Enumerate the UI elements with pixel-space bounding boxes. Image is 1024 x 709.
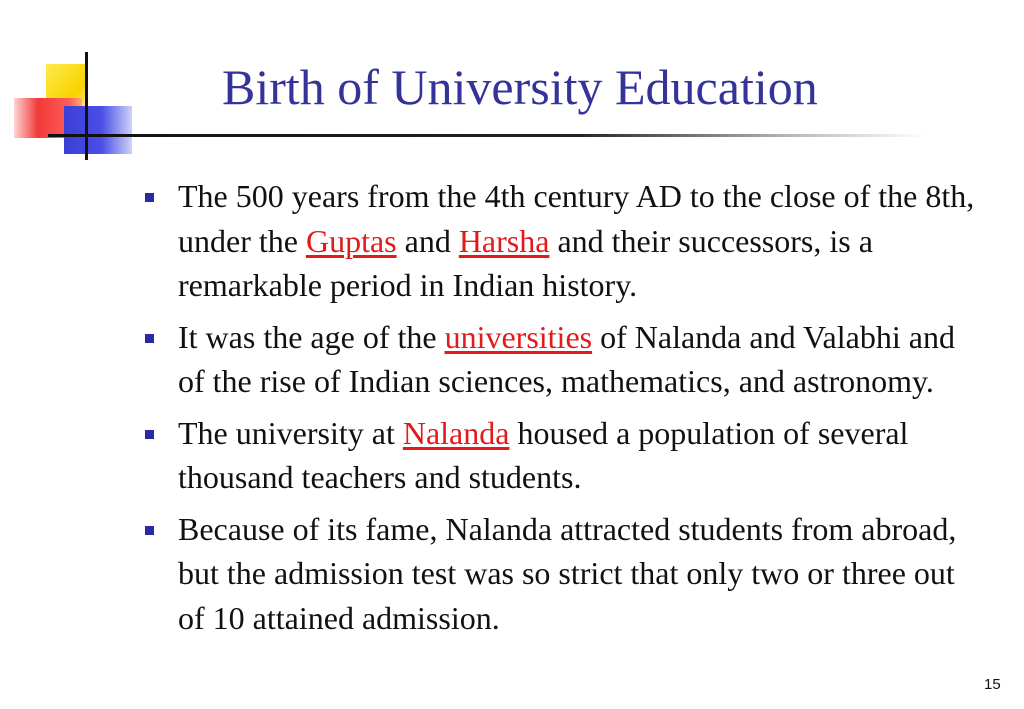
bullet-text: Because of its fame, Nalanda attracted students from abroad, but the admission test was so strict that only two or three out of 10 attained admission.: [178, 510, 957, 636]
logo-blue-square: [64, 106, 132, 154]
square-bullet-icon: [145, 193, 154, 202]
logo-vertical-line: [85, 52, 88, 160]
bullet-text: The university at Nalanda housed a population of several thousand teachers and students.: [178, 414, 909, 495]
guptas-link[interactable]: Guptas: [305, 222, 397, 259]
slide-title: Birth of University Education: [222, 59, 818, 115]
bullet-list: [145, 174, 985, 647]
bullet-item: [145, 174, 985, 308]
bullet-item: [145, 411, 985, 500]
bullet-text: The 500 years from the 4th century AD to the close of the 8th, under the Guptas and Harsha and their successors, is a remarkable period in Indian history.: [178, 178, 975, 303]
square-bullet-icon: [145, 334, 154, 343]
harsha-link[interactable]: Harsha: [458, 222, 550, 259]
nalanda-link[interactable]: Nalanda: [402, 414, 510, 451]
universities-link[interactable]: universities: [444, 318, 593, 355]
bullet-item: [145, 315, 985, 404]
square-bullet-icon: [145, 430, 154, 439]
page-number: 15: [984, 676, 1001, 693]
bullet-text: It was the age of the universities of Nalanda and Valabhi and of the rise of Indian sciences, mathematics, and astronomy.: [178, 318, 955, 399]
square-bullet-icon: [145, 526, 154, 535]
title-underline-divider: [48, 134, 928, 137]
slide-logo-decoration: [0, 0, 150, 170]
bullet-item: [145, 507, 985, 641]
